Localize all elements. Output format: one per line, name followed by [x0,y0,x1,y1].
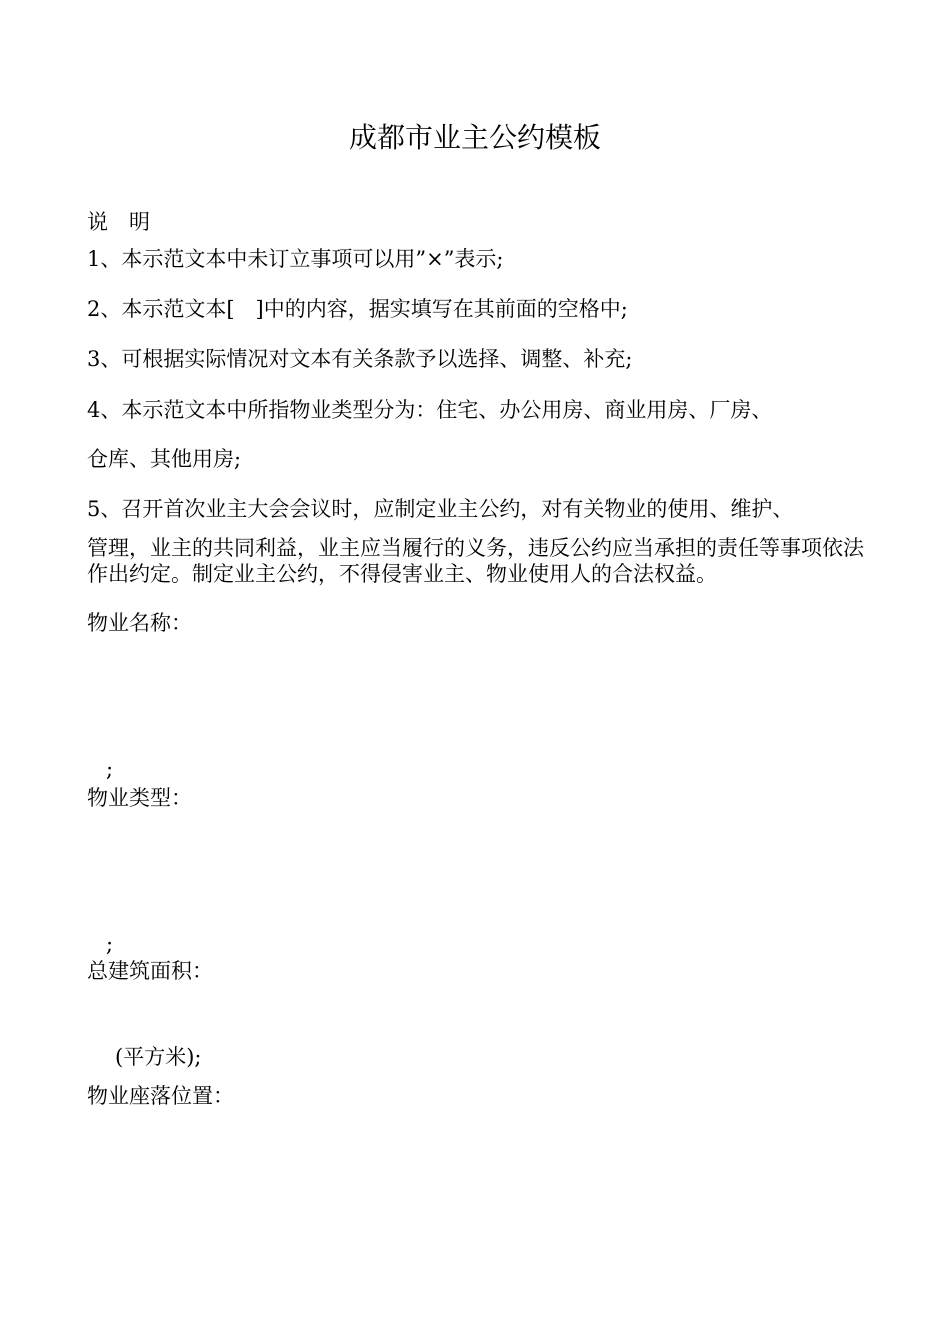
instruction-item-2: 2、本示范文本[ ]中的内容，据实填写在其前面的空格中; [87,297,628,321]
property-type-label: 物业类型： [87,786,192,810]
location-label: 物业座落位置： [87,1084,234,1108]
property-name-label: 物业名称： [87,611,192,635]
total-area-unit: (平方米); [115,1045,202,1069]
document-title: 成都市业主公约模板 [348,121,601,154]
instruction-item-4: 4、本示范文本中所指物业类型分为：住宅、办公用房、商业用房、厂房、 [87,398,773,422]
instruction-item-5-continued: 管理，业主的共同利益，业主应当履行的义务，违反公约应当承担的责任等事项依法作出约定。制定业主公约，不得侵害业主、物业使用人的合法权益。 [87,536,864,586]
total-area-label: 总建筑面积： [87,959,213,983]
property-name-terminator: ; [106,757,114,781]
instruction-item-3: 3、可根据实际情况对文本有关条款予以选择、调整、补充; [87,347,633,371]
property-type-terminator: ; [106,932,114,956]
instruction-item-5: 5、召开首次业主大会会议时，应制定业主公约，对有关物业的使用、维护、 [87,497,794,521]
instruction-item-1: 1、本示范文本中未订立事项可以用”×”表示; [87,247,504,271]
instruction-item-4-continued: 仓库、其他用房; [87,447,242,471]
instructions-heading: 说 明 [87,210,150,234]
